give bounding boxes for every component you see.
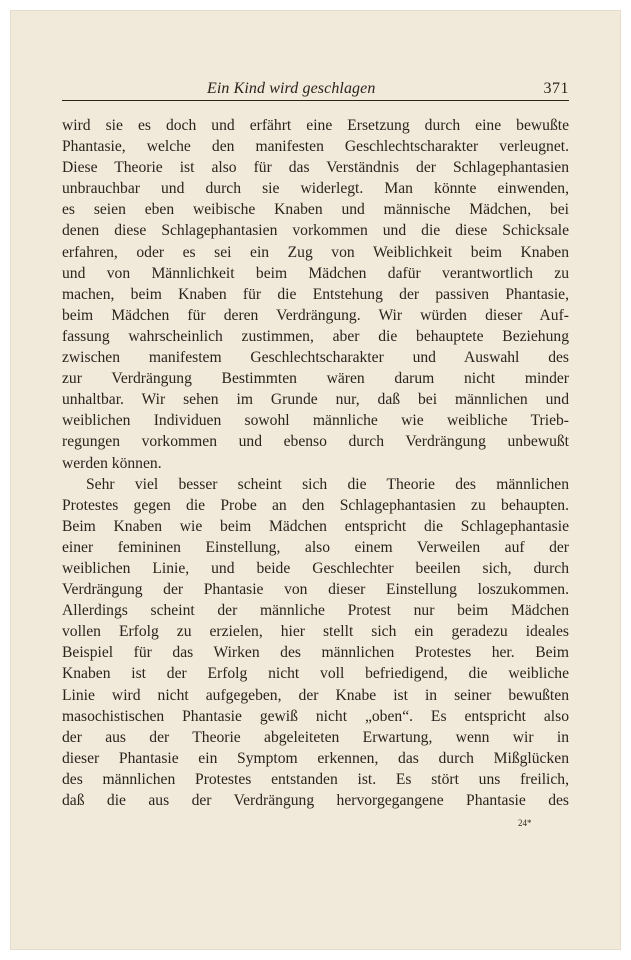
text-line: beim Mädchen für deren Verdrängung. Wir würden dieser Auf- bbox=[62, 306, 569, 324]
text-line: werden können. bbox=[62, 454, 162, 472]
page-number: 371 bbox=[543, 80, 569, 97]
text-line: machen, beim Knaben für die Entstehung der passiven Phantasie, bbox=[62, 285, 569, 303]
text-line: der aus der Theorie abgeleiteten Erwartung, wenn wir in bbox=[62, 728, 569, 746]
text-line: des männlichen Protestes entstanden ist. Es stört uns freilich, bbox=[62, 770, 569, 788]
text-line: erfahren, oder es sei ein Zug von Weiblichkeit beim Knaben bbox=[62, 243, 569, 261]
text-line: Linie wird nicht aufgegeben, der Knabe ist in seiner bewußten bbox=[62, 686, 569, 704]
text-line: Sehr viel besser scheint sich die Theorie des männlichen bbox=[86, 475, 569, 493]
text-line: vollen Erfolg zu erzielen, hier stellt sich ein geradezu ideales bbox=[62, 623, 569, 641]
book-page bbox=[10, 10, 621, 950]
text-line: Beispiel für das Wirken des männlichen Protestes her. Beim bbox=[62, 644, 569, 662]
text-line: regungen vorkommen und ebenso durch Verdrängung unbewußt bbox=[62, 433, 569, 451]
text-line: einer femininen Einstellung, also einem Verweilen auf der bbox=[62, 538, 569, 556]
text-line: weiblichen Individuen sowohl männliche wie weibliche Trieb- bbox=[62, 412, 569, 430]
text-line: daß die aus der Verdrängung hervorgegangene Phantasie des bbox=[62, 792, 569, 809]
page-header bbox=[62, 76, 569, 101]
text-line: zwischen manifestem Geschlechtscharakter und Auswahl des bbox=[62, 349, 569, 367]
text-line: unhaltbar. Wir sehen im Grunde nur, daß bei männlichen und bbox=[62, 391, 569, 409]
text-line: unbrauchbar und durch sie widerlegt. Man könnte einwenden, bbox=[62, 180, 569, 198]
running-title: Ein Kind wird geschlagen bbox=[207, 80, 376, 97]
text-line: Knaben ist der Erfolg nicht voll befriedigend, die weibliche bbox=[62, 665, 569, 683]
text-line: masochistischen Phantasie gewiß nicht „oben“. Es entspricht also bbox=[62, 707, 569, 725]
text-line: dieser Phantasie ein Symptom erkennen, das durch Mißglücken bbox=[62, 749, 569, 767]
text-line: Beim Knaben wie beim Mädchen entspricht die Schlagephantasie bbox=[62, 517, 569, 535]
text-line: es seien eben weibische Knaben und männische Mädchen, bei bbox=[62, 201, 569, 219]
text-line: Verdrängung der Phantasie von dieser Einstellung loszukommen. bbox=[62, 581, 569, 599]
text-line: wird sie es doch und erfährt eine Ersetzung durch eine bewußte bbox=[62, 117, 569, 134]
signature-mark: 24* bbox=[518, 818, 532, 828]
text-line: Protestes gegen die Probe an den Schlagephantasien zu behaupten. bbox=[62, 496, 569, 514]
text-line: weiblichen Linie, und beide Geschlechter beeilen sich, durch bbox=[62, 559, 569, 577]
text-line: denen diese Schlagephantasien vorkommen und die diese Schicksale bbox=[62, 222, 569, 240]
paragraph-2 bbox=[62, 474, 569, 812]
text-line: Allerdings scheint der männliche Protest nur beim Mädchen bbox=[62, 602, 569, 620]
paragraph-1 bbox=[62, 115, 569, 474]
text-line: fassung wahrscheinlich zustimmen, aber die behauptete Beziehung bbox=[62, 327, 569, 345]
text-line: und von Männlichkeit beim Mädchen dafür verantwortlich zu bbox=[62, 264, 569, 282]
text-line: Phantasie, welche den manifesten Geschlechtscharakter verleugnet. bbox=[62, 138, 569, 156]
body-text bbox=[62, 115, 569, 811]
text-line: zur Verdrängung Bestimmten wären darum nicht minder bbox=[62, 370, 569, 388]
text-line: Diese Theorie ist also für das Verständnis der Schlagephantasien bbox=[62, 159, 569, 177]
